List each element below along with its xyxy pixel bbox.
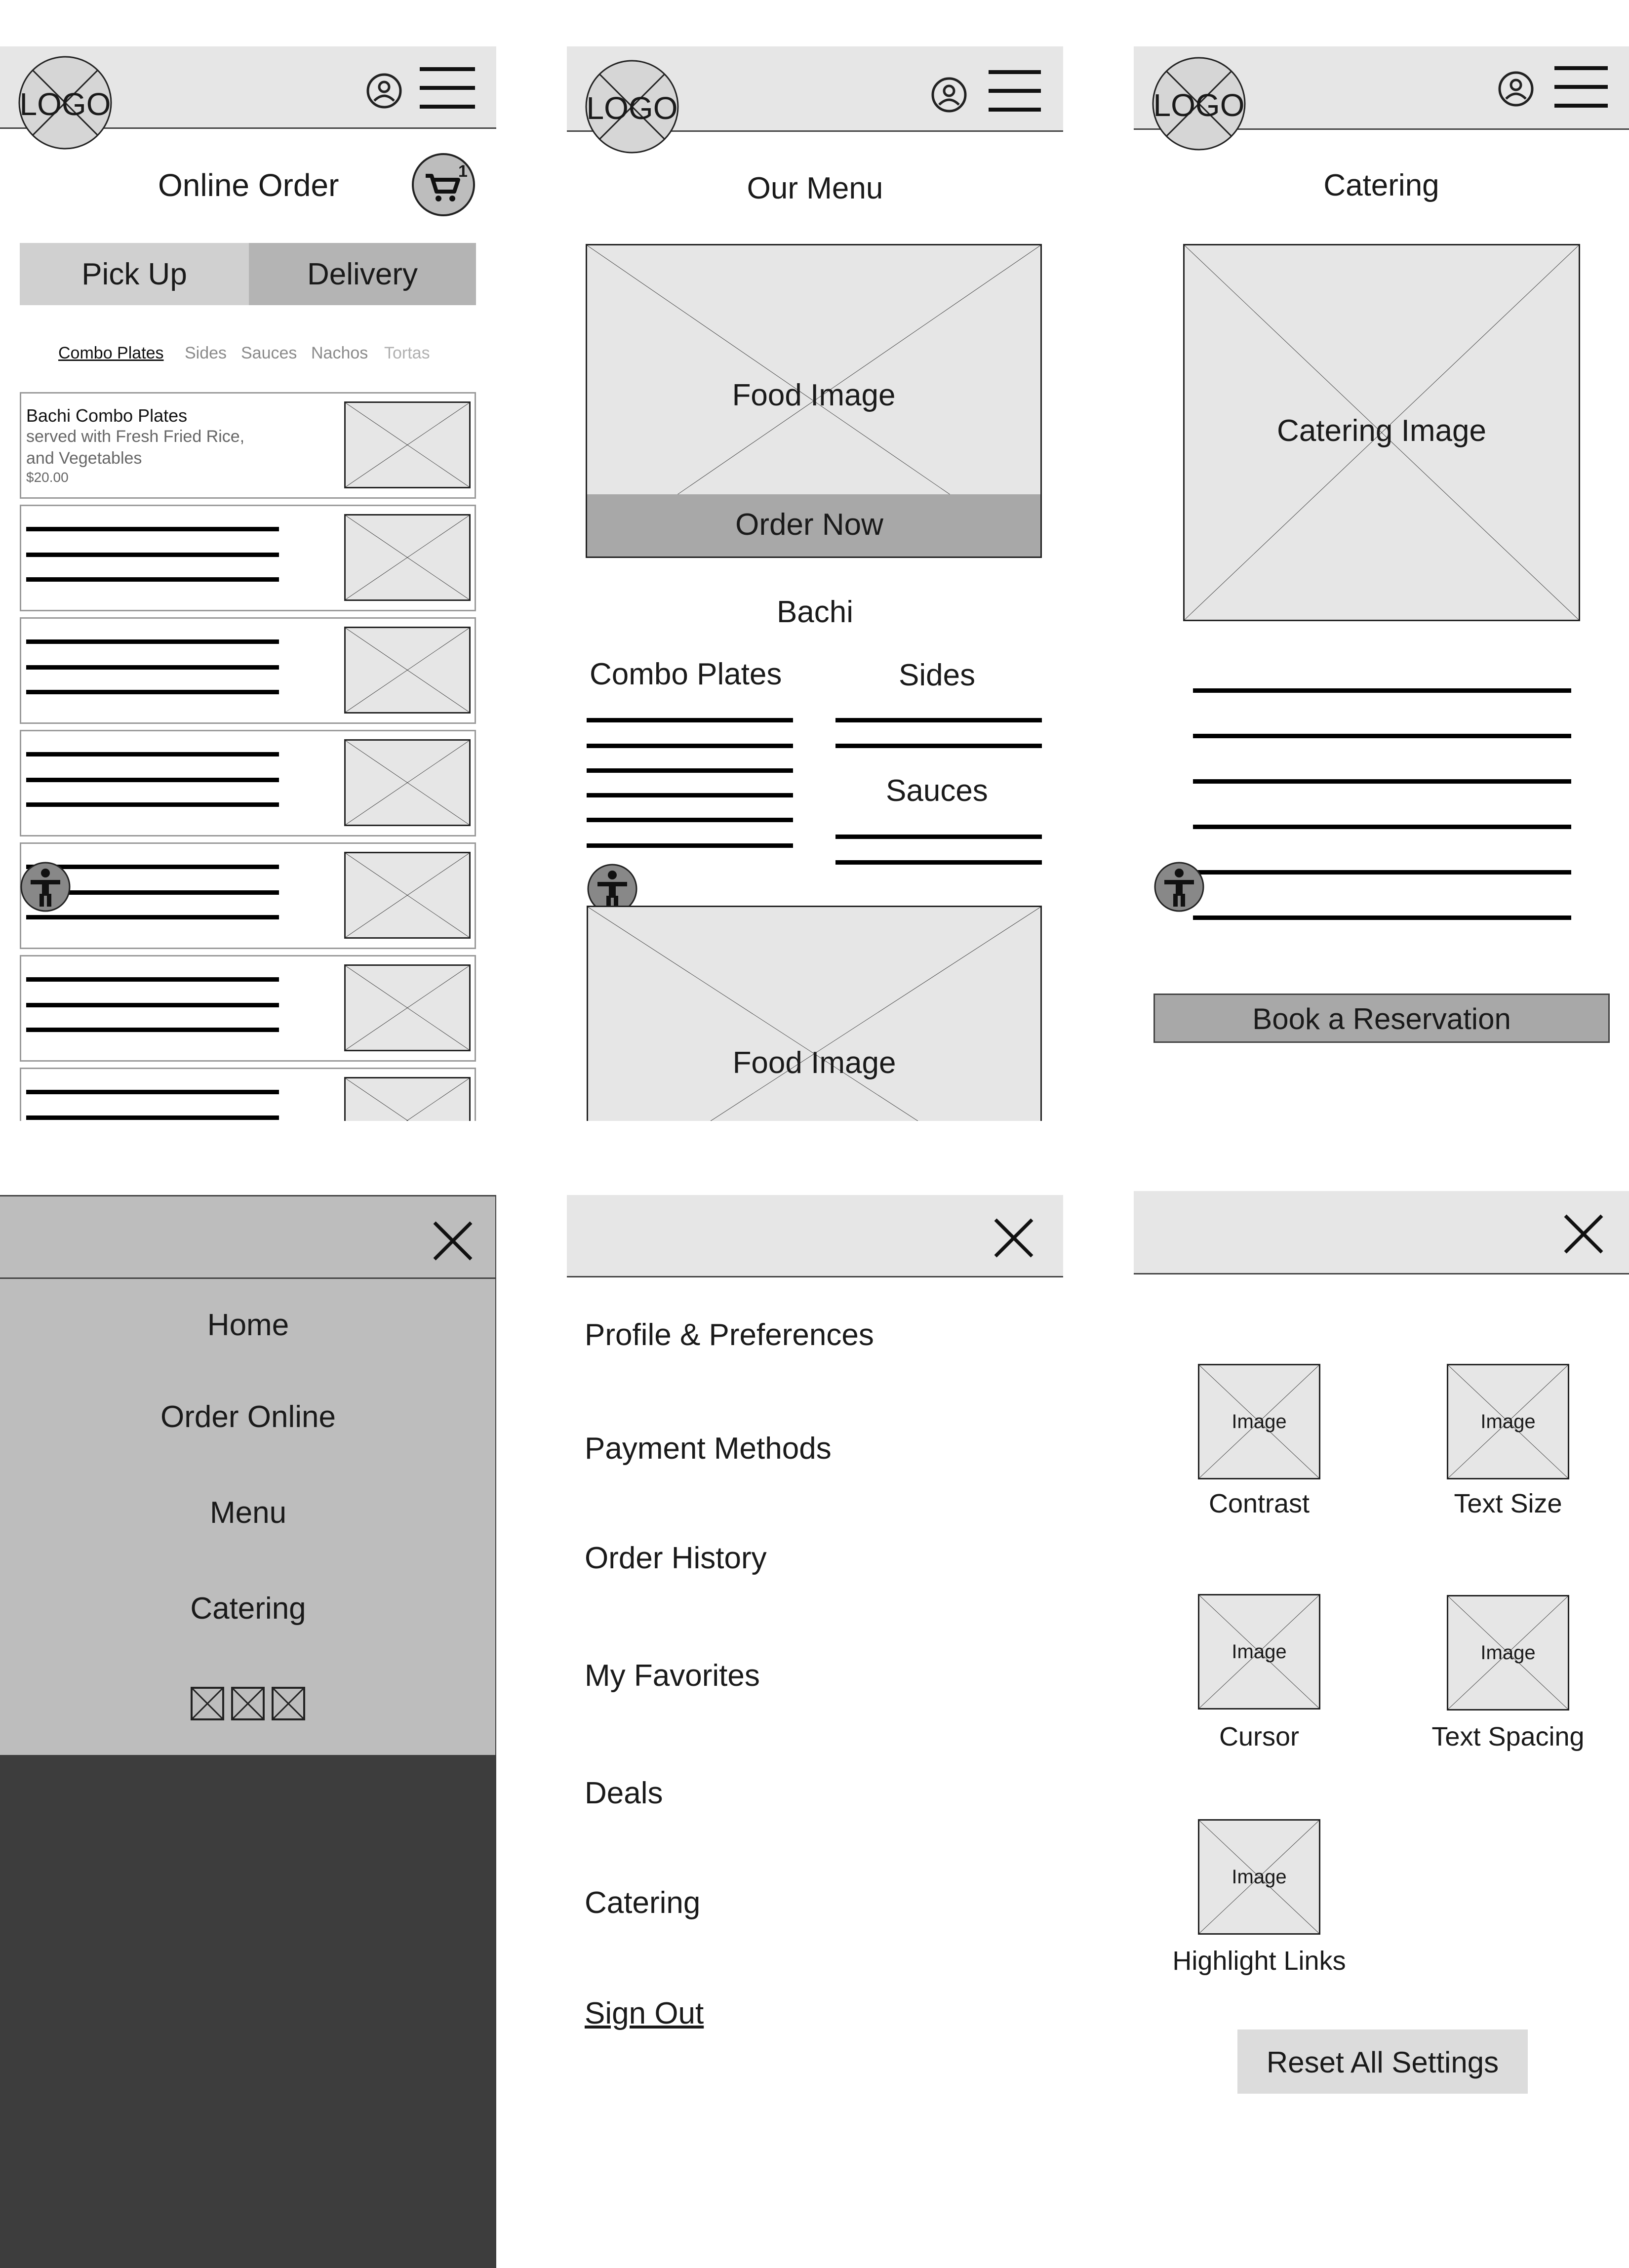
section-title: Bachi — [776, 595, 854, 629]
item-description: and Vegetables — [26, 449, 142, 468]
menu-column-combo-plates[interactable]: Combo Plates — [590, 657, 782, 691]
item-image — [344, 401, 471, 488]
pickup-toggle[interactable]: Pick Up — [20, 243, 249, 305]
placeholder-line — [587, 818, 793, 822]
item-image — [344, 514, 471, 601]
placeholder-line — [587, 793, 793, 797]
menu-item-card[interactable] — [20, 392, 476, 499]
image-label: Image — [1232, 1641, 1287, 1663]
cart-button[interactable] — [411, 152, 476, 217]
page-title: Catering — [1323, 168, 1439, 202]
logo[interactable] — [18, 55, 113, 150]
menu-item-card[interactable] — [20, 955, 476, 1062]
nav-panel — [0, 1195, 496, 1755]
menu-item-card[interactable] — [20, 1068, 476, 1121]
placeholder-line — [1193, 779, 1571, 784]
sign-out-link[interactable]: Sign Out — [585, 1996, 704, 2030]
text-spacing-label: Text Spacing — [1431, 1722, 1585, 1751]
placeholder-line — [587, 768, 793, 773]
placeholder-line — [835, 744, 1042, 748]
reset-all-settings-button[interactable]: Reset All Settings — [1237, 2029, 1528, 2094]
menu-item-card[interactable] — [20, 842, 476, 949]
menu-item-card[interactable] — [20, 617, 476, 724]
placeholder-line — [835, 835, 1042, 839]
hamburger-menu-icon[interactable] — [989, 69, 1041, 114]
page-title: Our Menu — [747, 171, 883, 205]
page-title: Online Order — [158, 167, 339, 203]
accessibility-icon[interactable] — [20, 861, 71, 913]
hamburger-menu-icon[interactable] — [420, 66, 475, 111]
placeholder-line — [1193, 734, 1571, 738]
our-menu-screen — [567, 46, 1063, 1121]
hamburger-menu-icon[interactable] — [1554, 65, 1608, 110]
category-tab-sauces[interactable]: Sauces — [241, 344, 297, 362]
nav-item-menu[interactable]: Menu — [209, 1496, 287, 1530]
logo-text: LOGO — [586, 90, 678, 126]
placeholder-line — [587, 718, 793, 722]
catering-image — [1183, 244, 1580, 621]
logo[interactable] — [585, 59, 679, 154]
item-image — [344, 964, 471, 1051]
social-icon[interactable] — [191, 1687, 224, 1720]
food-image[interactable] — [587, 906, 1042, 1121]
text-spacing-option-image[interactable] — [1447, 1595, 1569, 1711]
menu-item-profile-preferences[interactable]: Profile & Preferences — [585, 1318, 874, 1352]
highlight-links-option-image[interactable] — [1198, 1819, 1320, 1935]
social-icon[interactable] — [231, 1687, 265, 1720]
placeholder-line — [587, 744, 793, 748]
cart-count-badge: 1 — [458, 162, 468, 181]
contrast-option-image[interactable] — [1198, 1364, 1320, 1479]
menu-item-deals[interactable]: Deals — [585, 1776, 663, 1810]
placeholder-line — [587, 843, 793, 848]
item-image — [344, 739, 471, 826]
text-size-label: Text Size — [1454, 1489, 1562, 1518]
nav-item-catering[interactable]: Catering — [190, 1592, 306, 1626]
image-label: Image — [1232, 1866, 1287, 1888]
placeholder-line — [835, 718, 1042, 722]
nav-header-bar — [0, 1195, 495, 1279]
nav-item-home[interactable]: Home — [207, 1308, 289, 1342]
header-bar — [567, 1195, 1063, 1277]
image-label: Catering Image — [1277, 414, 1486, 448]
social-icon[interactable] — [272, 1687, 305, 1720]
user-icon[interactable] — [1497, 70, 1535, 108]
image-label: Image — [1480, 1642, 1536, 1664]
placeholder-line — [1193, 870, 1571, 875]
menu-column-sides[interactable]: Sides — [899, 658, 976, 692]
image-label: Image — [1480, 1411, 1536, 1432]
logo[interactable] — [1152, 56, 1246, 151]
item-price: $20.00 — [26, 470, 69, 485]
cursor-option-image[interactable] — [1198, 1594, 1320, 1710]
highlight-links-label: Highlight Links — [1172, 1946, 1346, 1976]
logo-text: LOGO — [19, 86, 111, 122]
item-name: Bachi Combo Plates — [26, 405, 188, 426]
category-tab-tortas[interactable]: Tortas — [384, 344, 430, 362]
delivery-toggle[interactable]: Delivery — [249, 243, 476, 305]
placeholder-line — [835, 860, 1042, 865]
image-label: Food Image — [732, 1046, 896, 1080]
menu-item-card[interactable] — [20, 730, 476, 836]
placeholder-line — [1193, 688, 1571, 693]
close-icon[interactable] — [993, 1218, 1034, 1258]
item-image — [344, 627, 471, 714]
category-tab-combo-plates[interactable]: Combo Plates — [58, 344, 164, 362]
online-order-screen — [0, 46, 496, 1121]
text-size-option-image[interactable] — [1447, 1364, 1569, 1479]
contrast-label: Contrast — [1208, 1489, 1310, 1518]
cursor-label: Cursor — [1219, 1722, 1300, 1751]
catering-screen — [1134, 46, 1629, 1121]
menu-item-order-history[interactable]: Order History — [585, 1541, 767, 1575]
user-icon[interactable] — [365, 72, 403, 110]
book-reservation-button[interactable]: Book a Reservation — [1153, 994, 1610, 1043]
logo-text: LOGO — [1153, 87, 1245, 123]
item-image — [344, 1077, 471, 1121]
item-description: served with Fresh Fried Rice, — [26, 427, 245, 446]
accessibility-settings-screen — [1134, 1191, 1629, 2268]
menu-item-payment-methods[interactable]: Payment Methods — [585, 1432, 832, 1466]
item-image — [344, 852, 471, 939]
social-icons — [191, 1687, 306, 1721]
accessibility-icon[interactable] — [1153, 861, 1205, 913]
header-bar — [1134, 1191, 1629, 1274]
hero-food-image[interactable] — [586, 244, 1042, 558]
close-icon[interactable] — [1563, 1214, 1604, 1254]
category-tab-nachos[interactable]: Nachos — [311, 344, 368, 362]
placeholder-line — [1193, 915, 1571, 920]
menu-item-my-favorites[interactable]: My Favorites — [585, 1659, 760, 1693]
placeholder-line — [1193, 825, 1571, 829]
close-icon[interactable] — [433, 1221, 473, 1261]
order-now-button[interactable]: Order Now — [587, 494, 1040, 557]
image-label: Image — [1232, 1411, 1287, 1432]
nav-menu-screen — [0, 1195, 496, 2268]
menu-item-catering[interactable]: Catering — [585, 1886, 701, 1920]
profile-menu-screen — [567, 1195, 1063, 2268]
menu-column-sauces[interactable]: Sauces — [886, 774, 988, 808]
menu-item-card[interactable] — [20, 505, 476, 611]
user-icon[interactable] — [930, 76, 968, 114]
nav-item-order-online[interactable]: Order Online — [160, 1400, 336, 1434]
category-tab-sides[interactable]: Sides — [185, 344, 227, 362]
image-label: Food Image — [732, 378, 896, 412]
